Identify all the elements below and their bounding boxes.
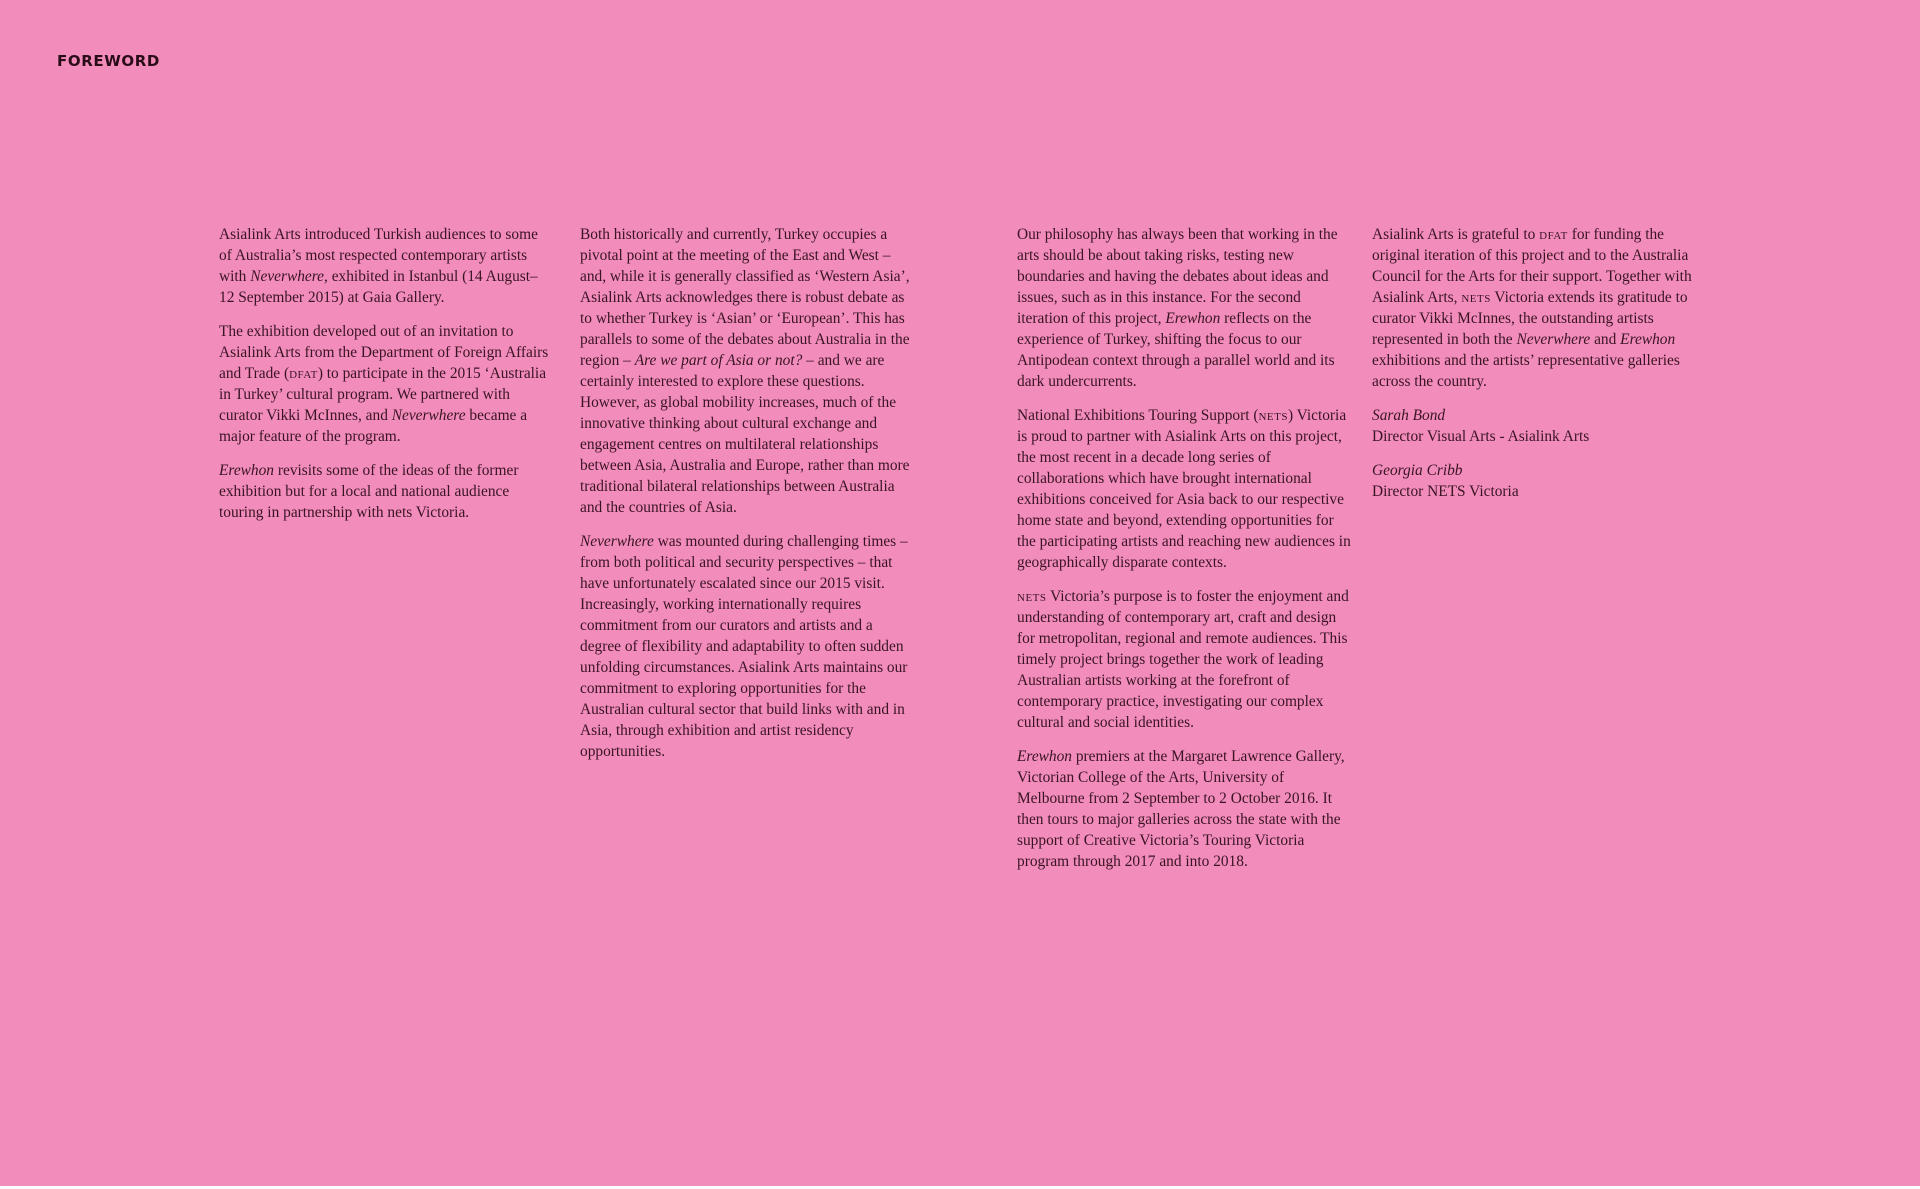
signatory-name: Georgia Cribb	[1372, 462, 1463, 479]
paragraph	[219, 460, 549, 523]
signatory-title: Director NETS Victoria	[1372, 483, 1519, 500]
text-column-1	[219, 224, 549, 536]
acronym: dfat	[1539, 226, 1568, 243]
acronym: nets	[1258, 407, 1288, 424]
text-run: Victoria extends its gratitude to curator Vikki McInnes, the outstanding artists represented in both the	[1372, 289, 1688, 348]
text-run: ) Victoria is proud to partner with Asialink Arts on this project, the most recent in a decade long series of collaborations which have brought international exhibitions conceived for Asia back to our respective home state and beyond, extending opportunities for the participating artists and reaching new audiences in geographically disparate contexts.	[1017, 407, 1351, 571]
text-column-4	[1372, 224, 1712, 515]
text-run: , exhibited in Istanbul (14 August–12 September 2015) at Gaia Gallery.	[219, 268, 538, 306]
text-run: and	[1590, 331, 1621, 348]
text-run: Our philosophy has always been that working in the arts should be about taking risks, testing new boundaries and having the debates about ideas and issues, such as in this instance. For the second iteration of this project,	[1017, 226, 1338, 327]
paragraph	[219, 321, 549, 447]
acronym: nets	[1461, 289, 1491, 306]
text-run: premiers at the Margaret Lawrence Gallery, Victorian College of the Arts, University of Melbourne from 2 September to 2 October 2016. It then tours to major galleries across the state with the support of Creative Victoria’s Touring Victoria program through 2017 and into 2018.	[1017, 748, 1345, 870]
italic-question: Are we part of Asia or not?	[634, 352, 803, 369]
paragraph	[1017, 586, 1352, 733]
signature	[1372, 460, 1712, 502]
text-run: was mounted during challenging times – from both political and security perspectives – that have unfortunately escalated since our 2015 visit. Increasingly, working internationally requires commitment from our curators and artists and a degree of flexibility and adaptability to often sudden unfolding circumstances. Asialink Arts maintains our commitment to exploring opportunities for the Australian cultural sector that build links with and in Asia, through exhibition and artist residency opportunities.	[580, 533, 908, 760]
signatory-title: Director Visual Arts - Asialink Arts	[1372, 428, 1590, 445]
paragraph	[580, 224, 910, 518]
paragraph	[1017, 405, 1352, 573]
paragraph	[1372, 224, 1712, 392]
page-heading: FOREWORD	[57, 52, 160, 70]
italic-title: Erewhon	[1620, 331, 1676, 348]
signatory-name: Sarah Bond	[1372, 407, 1446, 424]
paragraph	[1017, 224, 1352, 392]
signature-block-1	[1372, 405, 1712, 447]
paragraph	[1017, 746, 1352, 872]
italic-title: Erewhon	[1017, 748, 1073, 765]
text-run: Asialink Arts is grateful to	[1372, 226, 1540, 243]
italic-title: Neverwhere	[580, 533, 654, 550]
text-run: Victoria’s purpose is to foster the enjoyment and understanding of contemporary art, craft and design for metropolitan, regional and remote audiences. This timely project brings together the work of leading Australian artists working at the forefront of contemporary practice, investigating our complex cultural and social identities.	[1017, 588, 1349, 731]
italic-title: Neverwhere	[1516, 331, 1591, 348]
paragraph	[219, 224, 549, 308]
text-run: reflects on the experience of Turkey, shifting the focus to our Antipodean context through a parallel world and its dark undercurrents.	[1017, 310, 1335, 390]
text-run: exhibitions and the artists’ representative galleries across the country.	[1372, 352, 1680, 390]
text-run: became a major feature of the program.	[219, 407, 528, 445]
text-run: Asialink Arts introduced Turkish audiences to some of Australia’s most respected contemporary artists with	[219, 226, 538, 285]
text-column-3	[1017, 224, 1352, 885]
italic-title: Neverwhere	[250, 268, 325, 285]
text-run: revisits some of the ideas of the former exhibition but for a local and national audience touring in partnership with nets Victoria.	[219, 462, 519, 521]
text-run: ) to participate in the 2015 ‘Australia in Turkey’ cultural program. We partnered with curator Vikki McInnes, and	[219, 365, 547, 424]
signature	[1372, 405, 1712, 447]
signature-block-2	[1372, 460, 1712, 502]
text-run: for funding the original iteration of this project and to the Australia Council for the Arts for their support. Together with Asialink Arts,	[1372, 226, 1692, 306]
paragraph	[580, 531, 910, 762]
text-run: National Exhibitions Touring Support (	[1017, 407, 1259, 424]
acronym: nets	[1017, 588, 1047, 605]
text-run: Both historically and currently, Turkey occupies a pivotal point at the meeting of the East and West – and, while it is generally classified as ‘Western Asia’, Asialink Arts acknowledges there is robust debate as to whether Turkey is ‘Asian’ or ‘European’. This has parallels to some of the debates about Australia in the region –	[580, 226, 910, 369]
text-run: – and we are certainly interested to explore these questions. However, as global mobility increases, much of the innovative thinking about cultural exchange and engagement centres on multilateral relationships between Asia, Australia and Europe, rather than more traditional bilateral relationships between Australia and the countries of Asia.	[580, 352, 910, 516]
italic-title: Neverwhere	[391, 407, 466, 424]
italic-title: Erewhon	[219, 462, 275, 479]
italic-title: Erewhon	[1165, 310, 1221, 327]
text-column-2	[580, 224, 910, 775]
acronym: dfat	[289, 365, 318, 382]
text-run: The exhibition developed out of an invitation to Asialink Arts from the Department of Foreign Affairs and Trade (	[219, 323, 549, 382]
